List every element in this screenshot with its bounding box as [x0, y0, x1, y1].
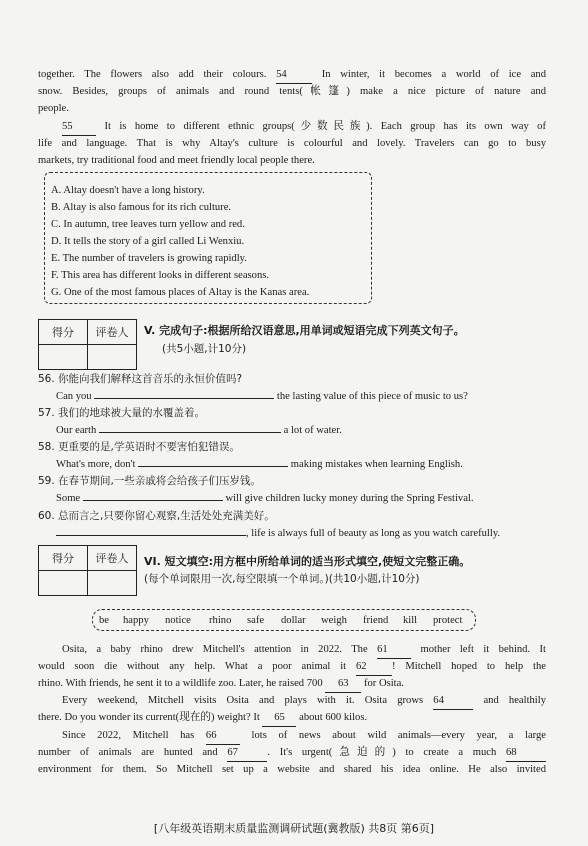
word-bank-box [92, 609, 476, 631]
passage2-line-2 [38, 658, 546, 676]
passage2-line-6 [62, 727, 546, 745]
answer-blank-58 [138, 466, 288, 467]
blank-54: 54 [276, 66, 312, 84]
passage-text: rhino. With friends, he sent it to a wildlife zoo. Later, he raised 700 [38, 678, 323, 689]
passage-text: Since 2022, Mitchell has [62, 730, 195, 741]
grader-header: 评卷人 [88, 320, 137, 345]
passage-text: together. The flowers also add their colours. [38, 69, 267, 80]
word-protect: protect [433, 615, 463, 626]
option-c: C. In autumn, tree leaves turn yellow and red. [51, 219, 245, 230]
passage-text: It is home to different ethnic groups(少数民族). Each group has its own way of [104, 121, 546, 132]
passage-line-6: markets, try traditional food and meet friendly local people there. [38, 155, 315, 166]
options-box [44, 172, 372, 304]
passage-line-4 [38, 118, 546, 136]
sentence-60-cn: 60. 总而言之,只要你留心观察,生活处处充满美好。 [38, 510, 275, 522]
score-header: 得分 [39, 546, 88, 571]
passage-text: Every weekend, Mitchell visits Osita and plays with it. Osita grows [62, 695, 424, 706]
passage2-line-8: environment for them. So Mitchell set up a website and shared his idea online. He also invited [38, 764, 546, 775]
blank-67: 67 [227, 744, 267, 762]
sentence-59-en [56, 490, 474, 507]
sentence-prefix: Some [56, 493, 81, 504]
sentence-prefix: Our earth [56, 425, 97, 436]
word-rhino: rhino [209, 615, 232, 626]
passage-text: number of animals are hunted and [38, 747, 218, 758]
passage-text: In winter, it becomes a world of ice and [321, 69, 546, 80]
section-5-subtitle: (共5小题,计10分) [162, 343, 247, 355]
option-d: D. It tells the story of a girl called Li Wenxiu. [51, 236, 245, 247]
blank-64: 64 [433, 692, 473, 710]
score-cell [39, 571, 88, 596]
passage-text: about 600 kilos. [299, 712, 368, 723]
passage-text: mother left it behind. It [420, 644, 546, 655]
answer-blank-60 [56, 535, 246, 536]
sentence-58-en [56, 456, 463, 473]
word-be: be [99, 615, 109, 626]
passage-text: lots of news about wild animals—every year, a large [251, 730, 546, 741]
sentence-57-en [56, 422, 342, 439]
passage-line-5: life and language. That is why Altay's culture is colourful and lovely. Travelers can go to busy [38, 138, 546, 149]
passage2-line-5 [38, 709, 546, 727]
section-5-title: V. 完成句子:根据所给汉语意思,用单词或短语完成下列英文句子。 [144, 324, 465, 337]
sentence-56-en [56, 388, 468, 405]
blank-66: 66 [206, 727, 240, 745]
sentence-suffix: making mistakes when learning English. [290, 459, 463, 470]
blank-65: 65 [262, 709, 296, 727]
word-dollar: dollar [281, 615, 306, 626]
sentence-60-en [56, 525, 500, 542]
sentence-59-cn: 59. 在春节期间,一些亲戚将会给孩子们压岁钱。 [38, 475, 261, 487]
word-friend: friend [363, 615, 389, 626]
sentence-suffix: a lot of water. [283, 425, 342, 436]
passage-text: there. Do you wonder its current(现在的) weight? It [38, 712, 260, 723]
passage-text: for Osita. [363, 678, 404, 689]
passage2-line-7 [38, 744, 546, 762]
option-g: G. One of the most famous places of Altay is the Kanas area. [51, 287, 310, 298]
word-notice: notice [165, 615, 191, 626]
blank-55: 55 [62, 118, 96, 136]
option-e: E. The number of travelers is growing rapidly. [51, 253, 247, 264]
section-6-title: VI. 短文填空:用方框中所给单词的适当形式填空,使短文完整正确。 [144, 555, 471, 568]
passage-text: Osita, a baby rhino drew Mitchell's attention in 2022. The [62, 644, 368, 655]
passage-text: ! Mitchell hoped to help the [391, 661, 546, 672]
sentence-56-cn: 56. 你能向我们解释这首音乐的永恒价值吗? [38, 373, 243, 385]
sentence-suffix: , life is always full of beauty as long as you watch carefully. [246, 528, 501, 539]
passage2-line-4 [62, 692, 546, 710]
section-6-subtitle: (每个单词限用一次,每空限填一个单词。)(共10小题,计10分) [144, 573, 420, 585]
answer-blank-59 [83, 500, 223, 501]
blank-62: 62 [356, 658, 392, 676]
option-a: A. Altay doesn't have a long history. [51, 185, 205, 196]
grader-header: 评卷人 [88, 546, 137, 571]
passage-text: would soon die without any help. What a poor animal it [38, 661, 347, 672]
passage-line-3: people. [38, 103, 69, 114]
score-cell [39, 345, 88, 370]
blank-61: 61 [377, 641, 411, 659]
option-b: B. Altay is also famous for its rich culture. [51, 202, 232, 213]
passage2-line-1 [62, 641, 546, 659]
sentence-suffix: the lasting value of this piece of music to us? [276, 391, 468, 402]
score-header: 得分 [39, 320, 88, 345]
blank-63: 63 [325, 675, 361, 693]
word-weigh: weigh [321, 615, 347, 626]
sentence-prefix: Can you [56, 391, 92, 402]
score-table-6 [38, 545, 137, 596]
sentence-suffix: will give children lucky money during the Spring Festival. [225, 493, 474, 504]
sentence-58-cn: 58. 更重要的是,学英语时不要害怕犯错误。 [38, 441, 240, 453]
answer-blank-56 [94, 398, 274, 399]
score-table-5 [38, 319, 137, 370]
answer-blank-57 [99, 432, 281, 433]
word-safe: safe [247, 615, 265, 626]
passage-line-1 [38, 66, 546, 84]
passage-text: . It's urgent(急迫的) to create a much [267, 747, 497, 758]
blank-68: 68 [506, 744, 546, 762]
grader-cell [88, 571, 137, 596]
sentence-57-cn: 57. 我们的地球被大量的水覆盖着。 [38, 407, 206, 419]
page-footer: [八年级英语期末质量监测调研试题(冀教版) 共8页 第6页] [153, 822, 435, 835]
option-f: F. This area has different looks in different seasons. [51, 270, 270, 281]
grader-cell [88, 345, 137, 370]
word-kill: kill [403, 615, 418, 626]
sentence-prefix: What's more, don't [56, 459, 136, 470]
word-happy: happy [123, 615, 149, 626]
passage-text: and healthily [483, 695, 546, 706]
passage2-line-3 [38, 675, 546, 693]
passage-line-2: snow. Besides, groups of animals and round tents(帐篷) make a nice picture of nature and [38, 86, 546, 97]
